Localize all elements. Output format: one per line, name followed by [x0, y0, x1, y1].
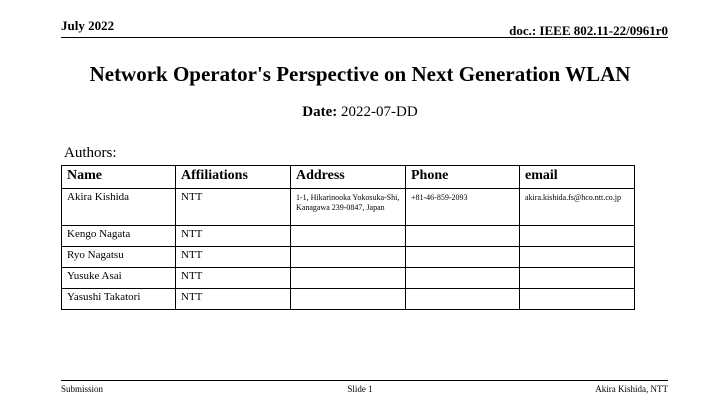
table-row: [62, 247, 635, 268]
header-phone: Phone: [406, 166, 520, 189]
cell-address: [291, 226, 406, 247]
cell-phone: [406, 289, 520, 310]
table-row: [62, 289, 635, 310]
header-date: July 2022: [61, 18, 115, 33]
authors-label: Authors:: [64, 145, 117, 161]
footer-divider: [61, 380, 668, 381]
date-line: [0, 104, 720, 121]
header-affiliations: Affiliations: [176, 166, 291, 189]
table-row: [62, 189, 635, 226]
cell-phone: +81-46-859-2093: [406, 189, 520, 226]
table-row: [62, 268, 635, 289]
authors-table: [61, 165, 635, 310]
cell-name: Yusuke Asai: [62, 268, 176, 289]
table-row: [62, 226, 635, 247]
cell-name: Yasushi Takatori: [62, 289, 176, 310]
header-address: Address: [291, 166, 406, 189]
cell-affiliation: NTT: [176, 189, 291, 226]
cell-address: [291, 289, 406, 310]
date-label: Date:: [302, 104, 338, 120]
date-value: 2022-07-DD: [341, 104, 418, 120]
cell-email: akira.kishida.fs@hco.ntt.co.jp: [520, 189, 635, 226]
header-name: Name: [62, 166, 176, 189]
header-email: email: [520, 166, 635, 189]
cell-email: [520, 268, 635, 289]
header-divider: [61, 37, 668, 38]
cell-affiliation: NTT: [176, 247, 291, 268]
cell-phone: [406, 226, 520, 247]
cell-affiliation: NTT: [176, 289, 291, 310]
footer-submission: Submission: [61, 384, 104, 394]
cell-address: 1-1, Hikarinooka Yokosuka-Shi, Kanagawa 239-0847, Japan: [291, 189, 406, 226]
cell-address: [291, 247, 406, 268]
cell-phone: [406, 268, 520, 289]
slide-title: Network Operator's Perspective on Next Generation WLAN: [89, 62, 631, 86]
cell-name: Ryo Nagatsu: [62, 247, 176, 268]
footer-slide-number: Slide 1: [347, 384, 373, 394]
cell-email: [520, 289, 635, 310]
header-doc-id: doc.: IEEE 802.11-22/0961r0: [509, 23, 668, 38]
cell-affiliation: NTT: [176, 226, 291, 247]
cell-email: [520, 226, 635, 247]
cell-email: [520, 247, 635, 268]
cell-name: Kengo Nagata: [62, 226, 176, 247]
cell-address: [291, 268, 406, 289]
table-header-row: [62, 166, 635, 189]
cell-name: Akira Kishida: [62, 189, 176, 226]
cell-affiliation: NTT: [176, 268, 291, 289]
footer-author: Akira Kishida, NTT: [595, 384, 668, 394]
cell-phone: [406, 247, 520, 268]
